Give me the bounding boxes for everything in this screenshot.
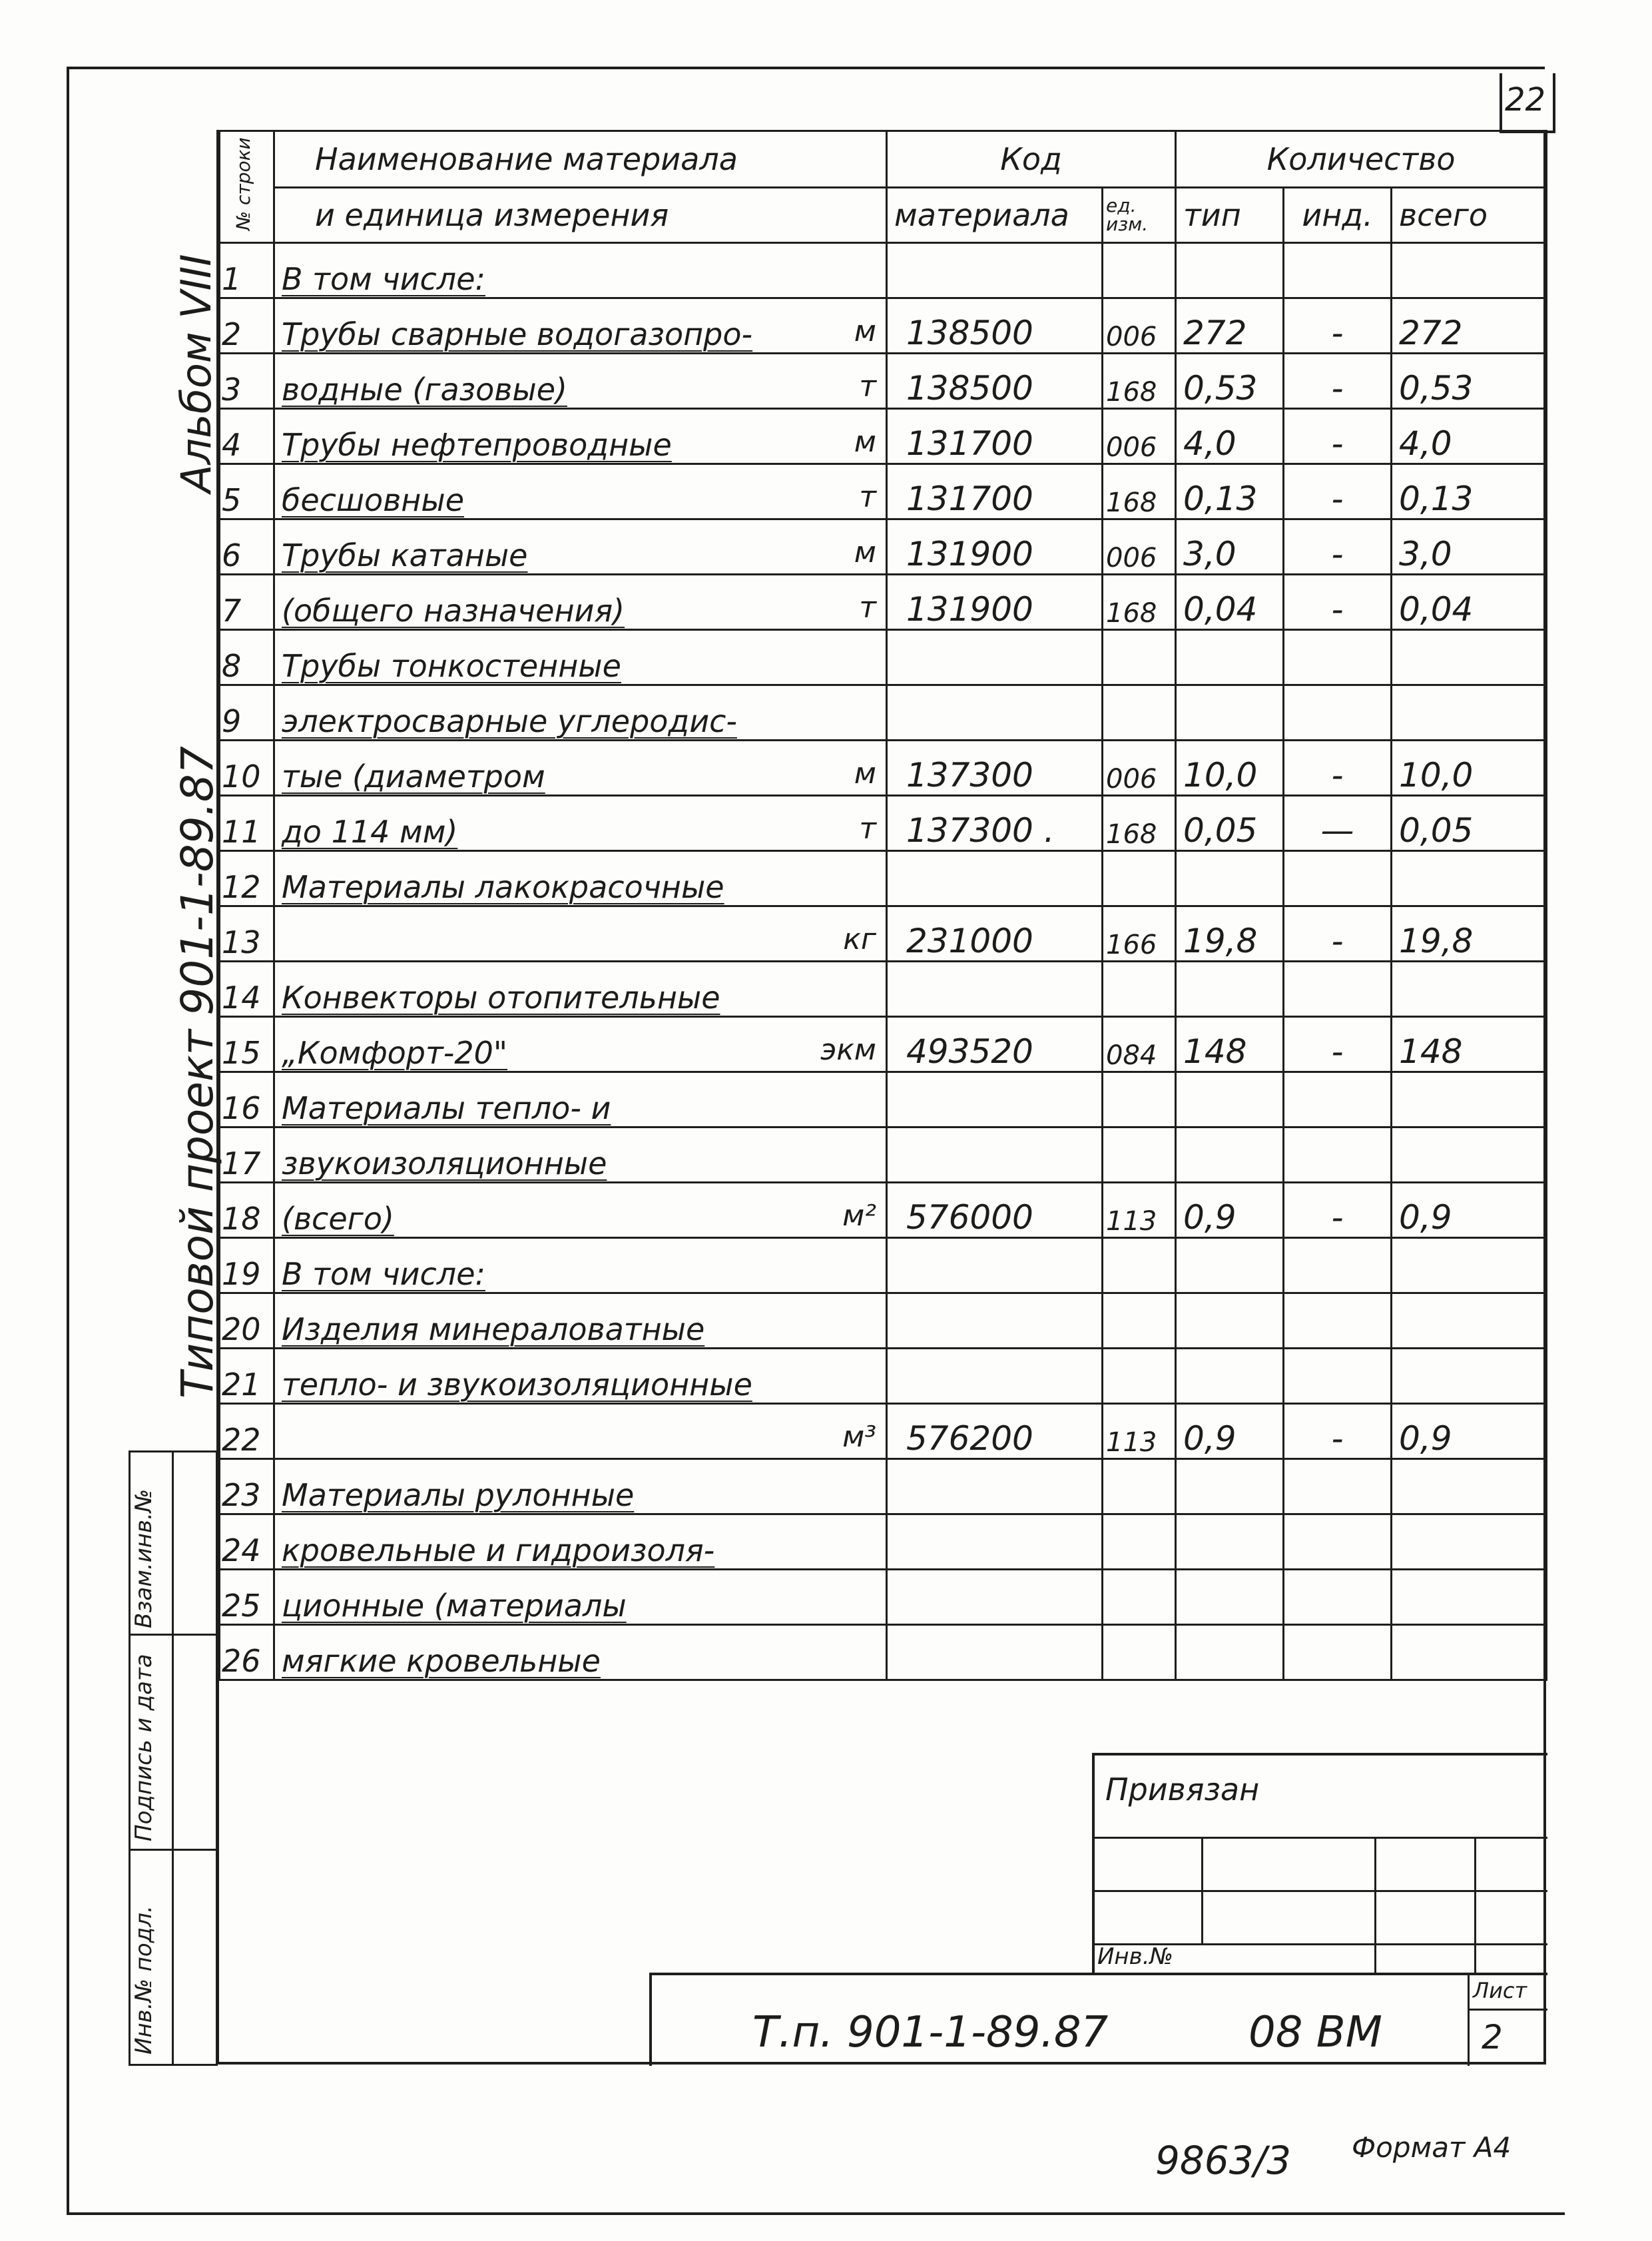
row-name-text: Трубы сварные водогазопро- — [282, 316, 753, 352]
row-number: 19 — [220, 1238, 274, 1293]
row-name-text: Трубы катаные — [282, 537, 528, 573]
materials-table — [218, 130, 1547, 1681]
row-unit-code: 113 — [1103, 1183, 1176, 1238]
inv-no-label: Инв.№ — [1097, 1943, 1173, 1970]
row-qty-ind: - — [1284, 298, 1392, 354]
frame-bottom — [67, 2212, 1565, 2215]
row-qty-all — [1392, 243, 1547, 298]
row-number: 20 — [220, 1293, 274, 1349]
row-name-text: звукоизоляционные — [282, 1145, 607, 1181]
row-unit: м — [854, 314, 876, 348]
row-qty-all: 4,0 — [1392, 409, 1547, 464]
row-qty-ind: - — [1284, 519, 1392, 575]
row-name — [274, 962, 887, 1017]
row-qty-tip: 19,8 — [1176, 906, 1284, 962]
row-material-code — [887, 1459, 1103, 1514]
row-number: 4 — [220, 409, 274, 464]
row-unit-code — [1103, 1072, 1176, 1127]
row-name — [274, 1183, 887, 1238]
row-unit: м — [854, 535, 876, 569]
album-label: Альбом VIII — [172, 254, 220, 493]
row-qty-ind — [1284, 1072, 1392, 1127]
row-qty-tip: 4,0 — [1176, 409, 1284, 464]
row-qty-all: 0,9 — [1392, 1404, 1547, 1459]
row-name — [274, 851, 887, 906]
table-row — [220, 354, 1547, 409]
row-qty-all: 272 — [1392, 298, 1547, 354]
row-qty-ind: - — [1284, 906, 1392, 962]
row-name-text: Трубы нефтепроводные — [282, 427, 672, 463]
row-material-code: 138500 — [887, 298, 1103, 354]
row-number: 15 — [220, 1017, 274, 1072]
table-row — [220, 1072, 1547, 1127]
row-number: 2 — [220, 298, 274, 354]
row-unit-code — [1103, 1127, 1176, 1183]
row-unit: т — [859, 591, 876, 625]
row-unit-code — [1103, 1238, 1176, 1293]
row-name — [274, 1404, 887, 1459]
row-unit-code: 168 — [1103, 575, 1176, 630]
row-unit-code: 006 — [1103, 409, 1176, 464]
row-number: 21 — [220, 1349, 274, 1404]
row-name — [274, 1459, 887, 1514]
row-qty-ind: - — [1284, 464, 1392, 519]
row-qty-tip — [1176, 1127, 1284, 1183]
col-name-header-1: Наименование материала — [274, 131, 887, 188]
row-name — [274, 298, 887, 354]
row-qty-tip — [1176, 1349, 1284, 1404]
row-qty-tip: 0,05 — [1176, 796, 1284, 851]
row-number: 1 — [220, 243, 274, 298]
row-material-code — [887, 243, 1103, 298]
table-row — [220, 464, 1547, 519]
row-material-code: 137300 — [887, 741, 1103, 796]
table-row — [220, 1625, 1547, 1680]
col-code-header: Код — [887, 131, 1176, 188]
row-material-code — [887, 851, 1103, 906]
row-material-code — [887, 685, 1103, 741]
row-qty-all: 3,0 — [1392, 519, 1547, 575]
row-unit-code — [1103, 630, 1176, 685]
row-qty-tip: 0,13 — [1176, 464, 1284, 519]
row-qty-ind — [1284, 962, 1392, 1017]
table-row — [220, 962, 1547, 1017]
row-unit-code: 113 — [1103, 1404, 1176, 1459]
table-row — [220, 1514, 1547, 1570]
row-name — [274, 741, 887, 796]
row-unit-code: 006 — [1103, 298, 1176, 354]
row-qty-tip: 3,0 — [1176, 519, 1284, 575]
row-unit-code — [1103, 962, 1176, 1017]
row-unit-code — [1103, 243, 1176, 298]
row-number: 5 — [220, 464, 274, 519]
table-row — [220, 1404, 1547, 1459]
row-qty-tip: 272 — [1176, 298, 1284, 354]
row-name-text: до 114 мм) — [282, 814, 458, 850]
row-name — [274, 519, 887, 575]
row-qty-ind: - — [1284, 741, 1392, 796]
row-material-code — [887, 1127, 1103, 1183]
row-number: 9 — [220, 685, 274, 741]
row-qty-tip — [1176, 1459, 1284, 1514]
row-qty-all — [1392, 630, 1547, 685]
row-name-text: В том числе: — [282, 1256, 486, 1292]
table-row — [220, 1127, 1547, 1183]
row-material-code — [887, 1570, 1103, 1625]
table-row — [220, 519, 1547, 575]
row-number: 12 — [220, 851, 274, 906]
row-qty-ind — [1284, 1293, 1392, 1349]
row-unit-code: 168 — [1103, 354, 1176, 409]
row-name-text: кровельные и гидроизоля- — [282, 1532, 715, 1568]
row-name-text: Конвекторы отопительные — [282, 980, 720, 1016]
footer-number: 9863/3 — [1155, 2138, 1292, 2183]
row-name — [274, 1293, 887, 1349]
row-unit-code — [1103, 1459, 1176, 1514]
row-qty-tip — [1176, 1072, 1284, 1127]
stamp-vzam-label: Взам.инв.№ — [131, 1488, 157, 1628]
row-qty-tip: 10,0 — [1176, 741, 1284, 796]
row-unit: м² — [842, 1199, 876, 1233]
row-qty-tip — [1176, 243, 1284, 298]
list-label: Лист — [1473, 1978, 1527, 2003]
row-material-code: 576000 — [887, 1183, 1103, 1238]
row-name — [274, 906, 887, 962]
row-number: 8 — [220, 630, 274, 685]
row-qty-all: 0,9 — [1392, 1183, 1547, 1238]
row-unit-code: 168 — [1103, 464, 1176, 519]
table-row — [220, 685, 1547, 741]
col-qty-header: Количество — [1176, 131, 1547, 188]
list-number: 2 — [1482, 2018, 1503, 2057]
row-unit-code: 006 — [1103, 741, 1176, 796]
row-qty-tip — [1176, 1570, 1284, 1625]
row-unit-code — [1103, 1570, 1176, 1625]
row-name — [274, 1127, 887, 1183]
col-qty-all-header: всего — [1392, 188, 1547, 243]
row-qty-tip: 0,9 — [1176, 1404, 1284, 1459]
row-qty-ind — [1284, 1127, 1392, 1183]
row-qty-tip — [1176, 1625, 1284, 1680]
row-number: 26 — [220, 1625, 274, 1680]
col-qty-ind-header: инд. — [1284, 188, 1392, 243]
row-qty-all — [1392, 685, 1547, 741]
stamp-inv-label: Инв.№ подл. — [131, 1905, 157, 2055]
table-row — [220, 630, 1547, 685]
mark: 08 ВМ — [1248, 2008, 1382, 2057]
row-name-text: В том числе: — [282, 261, 486, 297]
row-name-text: тепло- и звукоизоляционные — [282, 1367, 752, 1403]
row-qty-tip: 0,53 — [1176, 354, 1284, 409]
footer-format: Формат А4 — [1352, 2131, 1512, 2164]
row-qty-all: 0,04 — [1392, 575, 1547, 630]
row-name — [274, 1349, 887, 1404]
table-row — [220, 1017, 1547, 1072]
row-material-code — [887, 1625, 1103, 1680]
project-label: Типовой проект 901-1-89.87 — [172, 746, 223, 1399]
row-material-code — [887, 962, 1103, 1017]
row-name-text: Материалы лакокрасочные — [282, 869, 724, 905]
row-qty-tip — [1176, 851, 1284, 906]
row-material-code: 131700 — [887, 464, 1103, 519]
row-name-text: водные (газовые) — [282, 372, 567, 408]
row-number: 16 — [220, 1072, 274, 1127]
row-qty-ind: - — [1284, 1404, 1392, 1459]
row-qty-ind: - — [1284, 409, 1392, 464]
row-number: 22 — [220, 1404, 274, 1459]
row-number: 7 — [220, 575, 274, 630]
row-qty-tip — [1176, 962, 1284, 1017]
row-name-text: Материалы рулонные — [282, 1477, 635, 1513]
row-qty-ind — [1284, 685, 1392, 741]
row-qty-all: 10,0 — [1392, 741, 1547, 796]
row-qty-ind — [1284, 851, 1392, 906]
row-name — [274, 464, 887, 519]
row-unit: м³ — [842, 1420, 876, 1454]
row-unit-code: 006 — [1103, 519, 1176, 575]
row-unit: т — [859, 812, 876, 846]
row-unit: м — [854, 757, 876, 791]
row-qty-ind — [1284, 1570, 1392, 1625]
privyazan-label: Привязан — [1105, 1771, 1260, 1807]
row-qty-all: 0,13 — [1392, 464, 1547, 519]
row-number: 17 — [220, 1127, 274, 1183]
row-material-code: 131700 — [887, 409, 1103, 464]
row-qty-tip — [1176, 1293, 1284, 1349]
row-qty-all: 0,53 — [1392, 354, 1547, 409]
row-name — [274, 796, 887, 851]
row-name — [274, 685, 887, 741]
row-unit-code — [1103, 1293, 1176, 1349]
row-qty-ind: - — [1284, 575, 1392, 630]
row-material-code: 231000 — [887, 906, 1103, 962]
row-qty-ind: - — [1284, 1183, 1392, 1238]
row-name-text: Материалы тепло- и — [282, 1090, 611, 1126]
row-name — [274, 1017, 887, 1072]
row-name — [274, 1238, 887, 1293]
row-qty-tip — [1176, 1238, 1284, 1293]
table-row — [220, 409, 1547, 464]
row-unit: т — [859, 480, 876, 514]
frame-left — [67, 67, 69, 2215]
row-name — [274, 575, 887, 630]
row-name-text: „Комфорт-20" — [282, 1035, 508, 1071]
row-qty-ind — [1284, 630, 1392, 685]
row-qty-all — [1392, 1238, 1547, 1293]
row-material-code — [887, 1238, 1103, 1293]
row-name-text: электросварные углеродис- — [282, 703, 738, 739]
row-qty-ind — [1284, 1459, 1392, 1514]
row-qty-ind — [1284, 1514, 1392, 1570]
row-qty-ind: - — [1284, 1017, 1392, 1072]
row-name-text: тые (диаметром — [282, 759, 545, 795]
row-unit-code — [1103, 685, 1176, 741]
row-qty-all — [1392, 962, 1547, 1017]
row-name — [274, 243, 887, 298]
table-row — [220, 1349, 1547, 1404]
row-name — [274, 630, 887, 685]
row-qty-all: 0,05 — [1392, 796, 1547, 851]
col-qty-tip-header: тип — [1176, 188, 1284, 243]
row-number: 6 — [220, 519, 274, 575]
col-code-mat-header: материала — [887, 188, 1103, 243]
row-material-code — [887, 1072, 1103, 1127]
table-row — [220, 1183, 1547, 1238]
row-qty-all — [1392, 1127, 1547, 1183]
row-name — [274, 1625, 887, 1680]
frame-top — [67, 67, 1545, 69]
row-qty-all — [1392, 1072, 1547, 1127]
row-name — [274, 1570, 887, 1625]
table-row — [220, 741, 1547, 796]
row-qty-tip — [1176, 685, 1284, 741]
row-qty-all — [1392, 1625, 1547, 1680]
table-row — [220, 575, 1547, 630]
row-name-text: мягкие кровельные — [282, 1643, 601, 1679]
row-number: 13 — [220, 906, 274, 962]
row-name-text: (всего) — [282, 1201, 394, 1237]
row-qty-ind — [1284, 243, 1392, 298]
table-row — [220, 1238, 1547, 1293]
row-number: 23 — [220, 1459, 274, 1514]
row-name-text: бесшовные — [282, 482, 465, 518]
row-material-code — [887, 630, 1103, 685]
row-qty-ind: — — [1284, 796, 1392, 851]
row-material-code: 138500 — [887, 354, 1103, 409]
row-qty-tip: 0,04 — [1176, 575, 1284, 630]
row-number: 10 — [220, 741, 274, 796]
table-row — [220, 1570, 1547, 1625]
row-qty-ind — [1284, 1625, 1392, 1680]
row-name-text: (общего назначения) — [282, 593, 625, 629]
row-number: 11 — [220, 796, 274, 851]
row-qty-all — [1392, 1349, 1547, 1404]
row-name — [274, 1072, 887, 1127]
row-unit-code: 168 — [1103, 796, 1176, 851]
table-row — [220, 1293, 1547, 1349]
row-unit-code: 084 — [1103, 1017, 1176, 1072]
row-name-text: ционные (материалы — [282, 1588, 627, 1624]
row-unit: т — [859, 370, 876, 404]
row-unit-code — [1103, 851, 1176, 906]
row-qty-ind — [1284, 1238, 1392, 1293]
row-material-code: 493520 — [887, 1017, 1103, 1072]
col-name-header-2: и единица измерения — [274, 188, 887, 243]
row-material-code: 137300 . — [887, 796, 1103, 851]
table-row — [220, 906, 1547, 962]
row-unit-code — [1103, 1349, 1176, 1404]
row-qty-tip — [1176, 1514, 1284, 1570]
table-row — [220, 851, 1547, 906]
row-number: 18 — [220, 1183, 274, 1238]
row-qty-ind: - — [1284, 354, 1392, 409]
row-material-code — [887, 1293, 1103, 1349]
row-qty-all — [1392, 1570, 1547, 1625]
sheet-number-top: 22 — [1505, 81, 1546, 119]
row-unit-code — [1103, 1625, 1176, 1680]
row-unit-code: 166 — [1103, 906, 1176, 962]
col-code-unit-header: ед. изм. — [1103, 188, 1176, 243]
row-unit: экм — [820, 1033, 876, 1067]
row-qty-ind — [1284, 1349, 1392, 1404]
table-row — [220, 298, 1547, 354]
row-name — [274, 409, 887, 464]
row-qty-tip: 0,9 — [1176, 1183, 1284, 1238]
row-qty-all: 19,8 — [1392, 906, 1547, 962]
row-number: 24 — [220, 1514, 274, 1570]
table-row — [220, 243, 1547, 298]
row-qty-all — [1392, 851, 1547, 906]
table-row — [220, 1459, 1547, 1514]
designation: Т.п. 901-1-89.87 — [752, 2008, 1109, 2057]
row-material-code — [887, 1514, 1103, 1570]
row-material-code: 131900 — [887, 575, 1103, 630]
row-name — [274, 1514, 887, 1570]
row-qty-all — [1392, 1514, 1547, 1570]
header-row-2 — [220, 188, 1547, 243]
row-qty-all — [1392, 1459, 1547, 1514]
row-qty-all: 148 — [1392, 1017, 1547, 1072]
row-unit: м — [854, 425, 876, 459]
header-row-1 — [220, 131, 1547, 188]
row-number: 25 — [220, 1570, 274, 1625]
stamp-podpis-label: Подпись и дата — [131, 1654, 157, 1841]
row-material-code: 131900 — [887, 519, 1103, 575]
row-name — [274, 354, 887, 409]
row-number: 3 — [220, 354, 274, 409]
col-no-header: № строки — [220, 131, 274, 243]
row-qty-tip: 148 — [1176, 1017, 1284, 1072]
table-row — [220, 796, 1547, 851]
row-number: 14 — [220, 962, 274, 1017]
row-unit-code — [1103, 1514, 1176, 1570]
row-unit: кг — [843, 922, 876, 956]
row-material-code: 576200 — [887, 1404, 1103, 1459]
row-material-code — [887, 1349, 1103, 1404]
row-qty-tip — [1176, 630, 1284, 685]
row-name-text: Трубы тонкостенные — [282, 648, 621, 684]
row-qty-all — [1392, 1293, 1547, 1349]
row-name-text: Изделия минераловатные — [282, 1311, 705, 1347]
